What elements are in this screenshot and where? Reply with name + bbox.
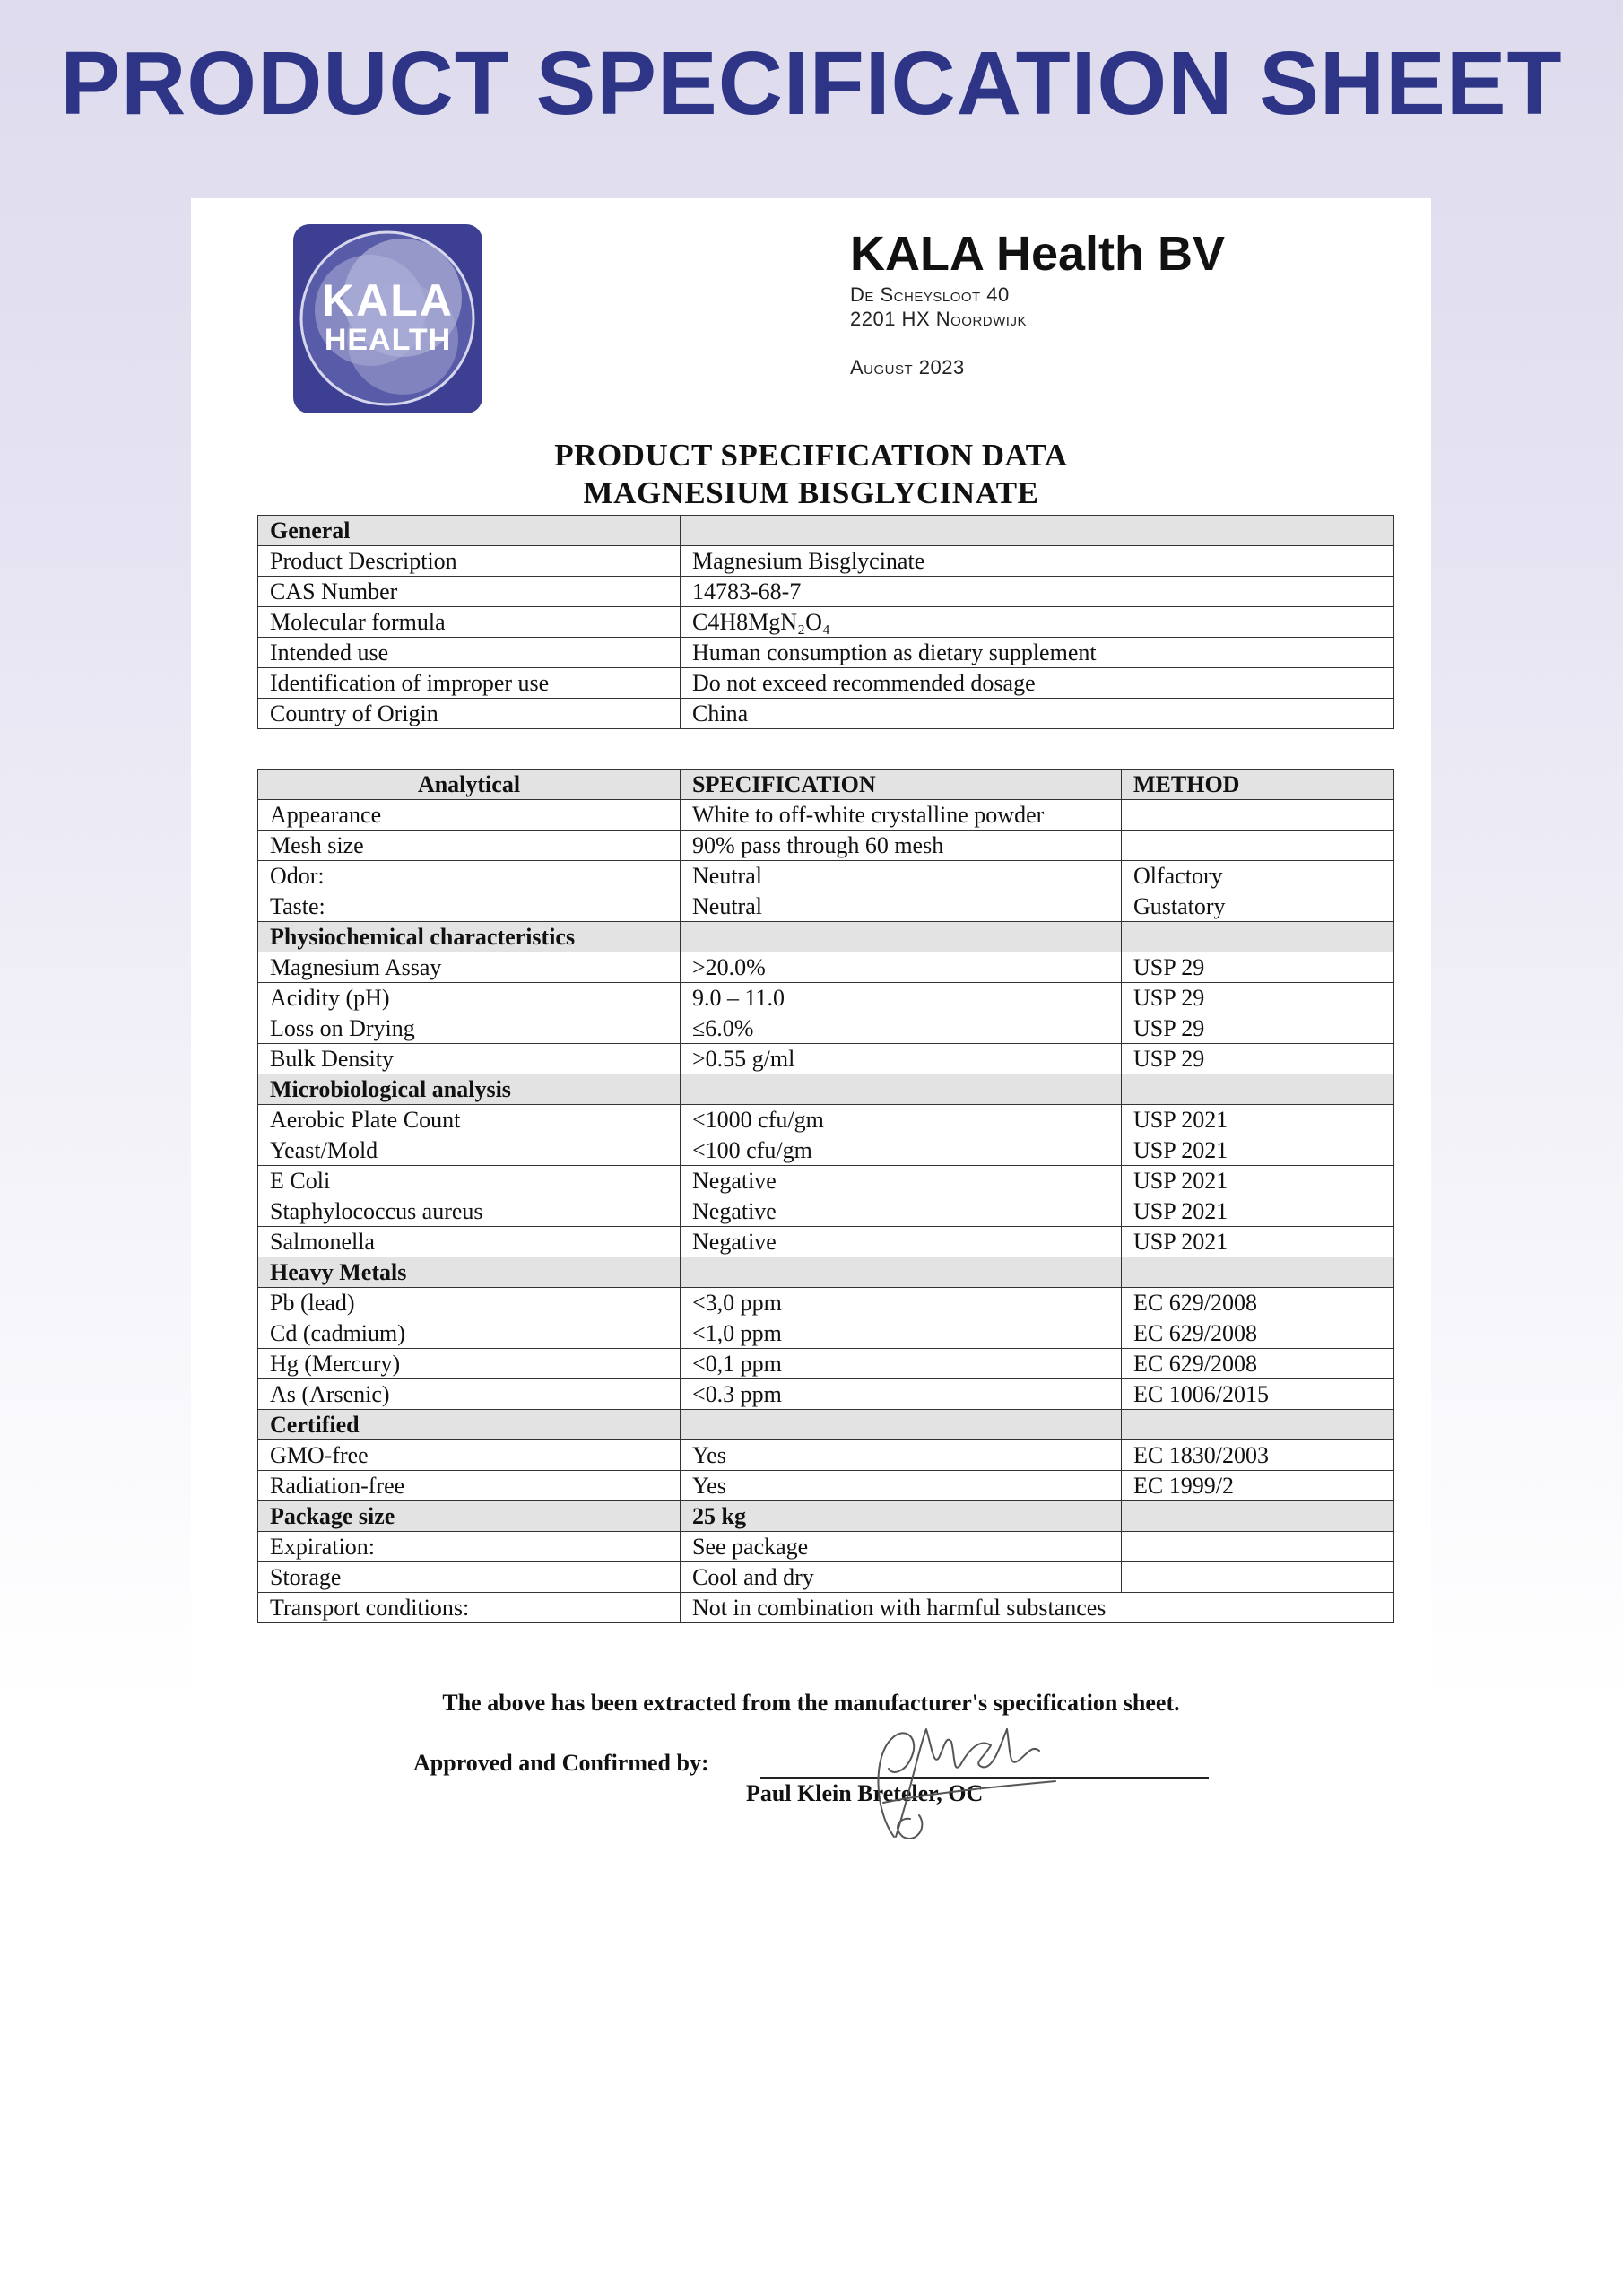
table-cell xyxy=(1122,1074,1394,1105)
table-cell: As (Arsenic) xyxy=(258,1379,681,1410)
table-cell: USP 2021 xyxy=(1122,1135,1394,1166)
table-cell xyxy=(1122,1410,1394,1440)
table-row xyxy=(258,1471,1394,1501)
table-cell: Mesh size xyxy=(258,831,681,861)
table-row xyxy=(258,546,1394,577)
table-row xyxy=(258,1013,1394,1044)
table-row xyxy=(258,1288,1394,1318)
table-cell xyxy=(1122,1257,1394,1288)
table-row xyxy=(258,1532,1394,1562)
table-row xyxy=(258,952,1394,983)
section-label: Microbiological analysis xyxy=(258,1074,681,1105)
table-cell: Cool and dry xyxy=(681,1562,1122,1593)
table-cell: Loss on Drying xyxy=(258,1013,681,1044)
table-cell: Salmonella xyxy=(258,1227,681,1257)
table-row xyxy=(258,891,1394,922)
table-row xyxy=(258,699,1394,729)
table-row xyxy=(258,1318,1394,1349)
table-cell: USP 2021 xyxy=(1122,1227,1394,1257)
section-label: Heavy Metals xyxy=(258,1257,681,1288)
table-cell: See package xyxy=(681,1532,1122,1562)
table-cell: >0.55 g/ml xyxy=(681,1044,1122,1074)
table-row xyxy=(258,638,1394,668)
extraction-note: The above has been extracted from the manufacturer's specification sheet. xyxy=(442,1690,1180,1716)
table-cell: Acidity (pH) xyxy=(258,983,681,1013)
table-row xyxy=(258,1440,1394,1471)
table-cell xyxy=(1122,800,1394,831)
table-cell: Staphylococcus aureus xyxy=(258,1196,681,1227)
table-cell: <1000 cfu/gm xyxy=(681,1105,1122,1135)
table-cell: <3,0 ppm xyxy=(681,1288,1122,1318)
table-cell-label: Product Description xyxy=(258,546,681,577)
kala-health-logo xyxy=(293,224,482,413)
table-cell xyxy=(681,1410,1122,1440)
table-cell: USP 29 xyxy=(1122,983,1394,1013)
table-section-row xyxy=(258,1074,1394,1105)
table-cell: Odor: xyxy=(258,861,681,891)
table-row xyxy=(258,1135,1394,1166)
table-cell xyxy=(1122,922,1394,952)
table-cell: 90% pass through 60 mesh xyxy=(681,831,1122,861)
table-cell: Taste: xyxy=(258,891,681,922)
table-row xyxy=(258,1227,1394,1257)
document-title: PRODUCT SPECIFICATION DATA xyxy=(554,438,1068,473)
table-row xyxy=(258,800,1394,831)
table-cell-value: Do not exceed recommended dosage xyxy=(681,668,1394,699)
table-cell xyxy=(1122,1501,1394,1532)
table-cell: Radiation-free xyxy=(258,1471,681,1501)
table-cell: Negative xyxy=(681,1166,1122,1196)
section-label: Package size xyxy=(258,1501,681,1532)
table-row xyxy=(258,1349,1394,1379)
table-cell: USP 29 xyxy=(1122,952,1394,983)
table-cell: E Coli xyxy=(258,1166,681,1196)
table-cell-label: Country of Origin xyxy=(258,699,681,729)
table-header-row xyxy=(258,770,1394,800)
document-date: August 2023 xyxy=(850,356,965,378)
table-cell-value: Magnesium Bisglycinate xyxy=(681,546,1394,577)
table-cell xyxy=(681,516,1394,546)
table-cell-label: Identification of improper use xyxy=(258,668,681,699)
column-header-specification: SPECIFICATION xyxy=(681,770,1122,800)
logo-word-health: HEALTH xyxy=(324,323,452,357)
table-cell: 9.0 – 11.0 xyxy=(681,983,1122,1013)
table-row xyxy=(258,607,1394,638)
logo-word-kala: KALA xyxy=(322,275,454,326)
column-header-analytical: Analytical xyxy=(258,770,681,800)
table-cell: USP 2021 xyxy=(1122,1105,1394,1135)
table-cell: Cd (cadmium) xyxy=(258,1318,681,1349)
table-cell-value: Human consumption as dietary supplement xyxy=(681,638,1394,668)
analytical-table xyxy=(257,769,1394,1623)
table-cell: USP 2021 xyxy=(1122,1166,1394,1196)
company-address-line1: De Scheysloot 40 xyxy=(850,283,1010,306)
signer-name: Paul Klein Breteler, OC xyxy=(746,1780,984,1806)
table-cell: Bulk Density xyxy=(258,1044,681,1074)
section-label: Certified xyxy=(258,1410,681,1440)
table-cell: >20.0% xyxy=(681,952,1122,983)
table-section-row xyxy=(258,1257,1394,1288)
table-cell: USP 29 xyxy=(1122,1013,1394,1044)
table-cell: EC 629/2008 xyxy=(1122,1349,1394,1379)
table-row xyxy=(258,1562,1394,1593)
table-cell: <0,1 ppm xyxy=(681,1349,1122,1379)
table-cell: Olfactory xyxy=(1122,861,1394,891)
table-cell-label: CAS Number xyxy=(258,577,681,607)
table-cell xyxy=(681,922,1122,952)
table-cell: Yes xyxy=(681,1440,1122,1471)
table-cell: Aerobic Plate Count xyxy=(258,1105,681,1135)
table-row xyxy=(258,1196,1394,1227)
table-row xyxy=(258,861,1394,891)
table-cell xyxy=(681,1257,1122,1288)
table-row xyxy=(258,1105,1394,1135)
table-cell: Yeast/Mold xyxy=(258,1135,681,1166)
sheet-fade xyxy=(191,1865,1431,2044)
table-cell: USP 2021 xyxy=(1122,1196,1394,1227)
table-cell: Negative xyxy=(681,1227,1122,1257)
table-cell: EC 629/2008 xyxy=(1122,1318,1394,1349)
table-cell: <0.3 ppm xyxy=(681,1379,1122,1410)
table-cell: Pb (lead) xyxy=(258,1288,681,1318)
handwritten-signature-icon xyxy=(856,1702,1063,1846)
table-cell xyxy=(1122,831,1394,861)
table-row xyxy=(258,1593,1394,1623)
company-address-line2: 2201 HX Noordwijk xyxy=(850,308,1027,330)
table-cell-value: China xyxy=(681,699,1394,729)
table-section-row xyxy=(258,922,1394,952)
table-row xyxy=(258,831,1394,861)
table-row xyxy=(258,668,1394,699)
table-row xyxy=(258,577,1394,607)
table-cell-value: 14783-68-7 xyxy=(681,577,1394,607)
table-cell-label: Molecular formula xyxy=(258,607,681,638)
table-cell: EC 1830/2003 xyxy=(1122,1440,1394,1471)
table-cell: Appearance xyxy=(258,800,681,831)
section-label: Physiochemical characteristics xyxy=(258,922,681,952)
table-cell: ≤6.0% xyxy=(681,1013,1122,1044)
page-banner-title: PRODUCT SPECIFICATION SHEET xyxy=(60,33,1563,134)
table-cell: <100 cfu/gm xyxy=(681,1135,1122,1166)
table-cell: Not in combination with harmful substances xyxy=(681,1593,1394,1623)
table-cell: 25 kg xyxy=(681,1501,1122,1532)
table-cell: Yes xyxy=(681,1471,1122,1501)
table-cell: Gustatory xyxy=(1122,891,1394,922)
company-name: KALA Health BV xyxy=(850,227,1226,281)
table-section-row xyxy=(258,1501,1394,1532)
table-cell: Expiration: xyxy=(258,1532,681,1562)
table-section-row xyxy=(258,516,1394,546)
table-cell: EC 629/2008 xyxy=(1122,1288,1394,1318)
table-row xyxy=(258,1379,1394,1410)
general-header: General xyxy=(258,516,681,546)
table-cell: Storage xyxy=(258,1562,681,1593)
table-cell xyxy=(1122,1562,1394,1593)
table-cell: Magnesium Assay xyxy=(258,952,681,983)
approved-label: Approved and Confirmed by: xyxy=(413,1750,709,1776)
table-cell: EC 1999/2 xyxy=(1122,1471,1394,1501)
table-cell: USP 29 xyxy=(1122,1044,1394,1074)
table-cell xyxy=(681,1074,1122,1105)
general-table xyxy=(257,515,1394,729)
table-cell: Hg (Mercury) xyxy=(258,1349,681,1379)
table-row xyxy=(258,1166,1394,1196)
table-row xyxy=(258,1044,1394,1074)
table-cell: White to off-white crystalline powder xyxy=(681,800,1122,831)
table-cell: GMO-free xyxy=(258,1440,681,1471)
table-cell-value: C4H8MgN₂O₄ xyxy=(681,607,1394,638)
table-section-row xyxy=(258,1410,1394,1440)
table-cell: Neutral xyxy=(681,891,1122,922)
document-subtitle: MAGNESIUM BISGLYCINATE xyxy=(583,475,1039,510)
table-row xyxy=(258,983,1394,1013)
table-cell: Transport conditions: xyxy=(258,1593,681,1623)
table-cell: Neutral xyxy=(681,861,1122,891)
table-cell: <1,0 ppm xyxy=(681,1318,1122,1349)
table-cell: Negative xyxy=(681,1196,1122,1227)
table-cell-label: Intended use xyxy=(258,638,681,668)
table-cell xyxy=(1122,1532,1394,1562)
table-cell: EC 1006/2015 xyxy=(1122,1379,1394,1410)
column-header-method: METHOD xyxy=(1122,770,1394,800)
